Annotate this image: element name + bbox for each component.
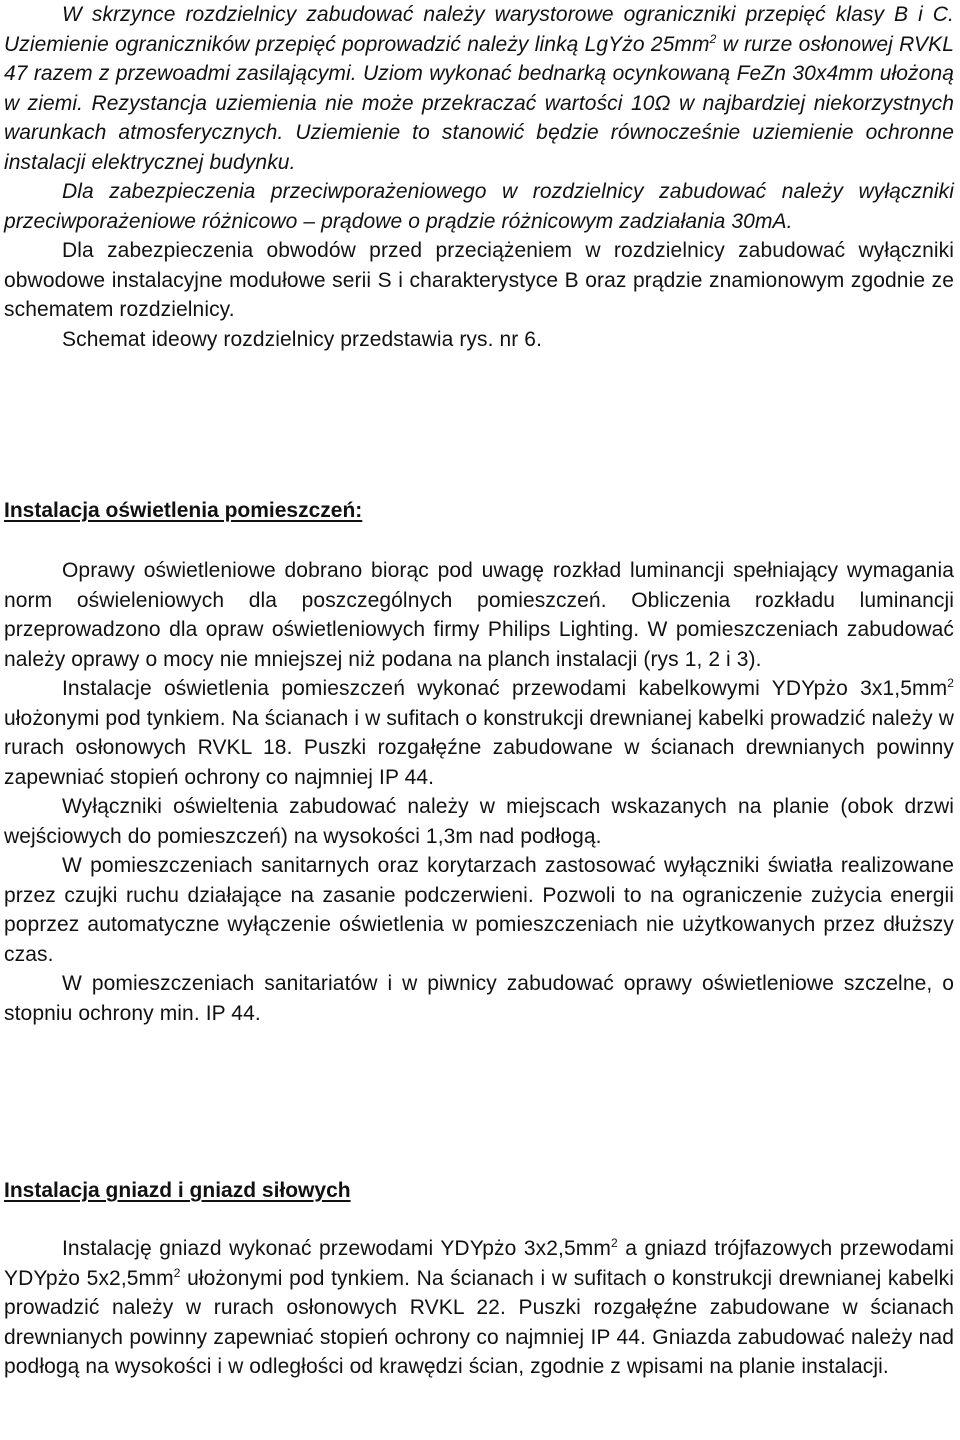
paragraph-luminaires: Oprawy oświetleniowe dobrano biorąc pod uwagę rozkład luminancji spełniający wymagania norm oświeleniowych dla poszczególnych pomieszczeń. Obliczenia rozkładu luminancji przeprowadzono dla opraw oświetleniowych firmy Philips Lighting. W pomieszczeniach zabudować należy oprawy o mocy nie mniejszej niż podana na planch instalacji (rys 1, 2 i 3). <box>4 559 954 671</box>
text-run: w rurze osłonowej RVKL 47 razem z przewoadmi zasilającymi. Uziom wykonać bednarką ocynkowaną FeZn 30x4mm ułożoną w ziemi. Rezystancja uziemienia nie może przekraczać wartości 10Ω w najbardziej niekorzystnych warunkach atmosferycznych. Uziemienie to stanowić będzie równocześnie uziemienie ochronne instalacji elektrycznej budynku. <box>4 32 954 174</box>
paragraph-rcd: Dla zabezpieczenia przeciwporażeniowego w rozdzielnicy zabudować należy wyłączniki przeciwporażeniowe różnicowo – prądowe o prądzie różnicowym zadziałania 30mA. <box>4 180 954 233</box>
text-run: Instalacje oświetlenia pomieszczeń wykonać przewodami kabelkowymi YDYpżo 3x1,5mm <box>62 677 948 700</box>
paragraph-surge-protection <box>4 0 954 177</box>
text-run: ułożonymi pod tynkiem. Na ścianach i w sufitach o konstrukcji drewnianej kabelki prowadzić należy w rurach osłonowych RVKL 18. Puszki rozgałęźne zabudowane w ścianach drewnianych powinny zapewniać stopień ochrony co najmniej IP 44. <box>4 706 954 789</box>
heading-lighting: Instalacja oświetlenia pomieszczeń: <box>4 499 363 522</box>
heading-sockets: Instalacja gniazd i gniazd siłowych <box>4 1179 351 1202</box>
paragraph-lighting-wiring <box>4 674 954 792</box>
paragraph-motion-sensors: W pomieszczeniach sanitarnych oraz korytarzach zastosować wyłączniki światła realizowane przez czujki ruchu działające na zasanie podczerwieni. Pozwoli to na ograniczenie zużycia energii poprzez automatyczne wyłączenie oświetlenia w pomieszczeniach nie użytkowanych przez dłuższy czas. <box>4 854 954 966</box>
superscript: 2 <box>709 31 717 46</box>
lighting-block <box>4 556 954 1028</box>
superscript: 2 <box>173 1265 181 1280</box>
paragraph-overload: Dla zabezpieczenia obwodów przed przeciążeniem w rozdzielnicy zabudować wyłączniki obwodowe instalacyjne modułowe serii S i charakterystyce B oraz prądzie znamionowym zgodnie ze schematem rozdzielnicy. <box>4 239 954 321</box>
text-run: W skrzynce rozdzielnicy zabudować należy warystorowe ograniczniki przepięć klasy B i C. Uziemienie ograniczników przepięć poprowadzić należy linką LgYżo 25mm <box>4 3 954 56</box>
paragraph-switches: Wyłączniki oświeltenia zabudować należy w miejscach wskazanych na planie (obok drzwi wejściowych do pomieszczeń) na wysokości 1,3m nad podłogą. <box>4 795 954 848</box>
text-run: a gniazd trójfazowych przewodami YDYpżo 5x2,5mm <box>4 1237 954 1290</box>
text-run: Instalację gniazd wykonać przewodami YDYpżo 3x2,5mm <box>62 1237 611 1260</box>
sockets-block <box>4 1234 954 1382</box>
superscript: 2 <box>610 1236 618 1250</box>
text-run: ułożonymi pod tynkiem. Na ścianach i w sufitach o konstrukcji drewnianej kabelki prowadzić należy w rurach osłonowych RVKL 22. Puszki rozgałęźne zabudowane w ścianach drewnianych powinny zapewniać stopień ochrony co najmniej IP 44. Gniazda zabudować należy nad podłogą na wysokości i w odległości od krawędzi ścian, zgodnie z wpisami na planie instalacji. <box>4 1266 954 1378</box>
paragraph-sealed-luminaires: W pomieszczeniach sanitariatów i w piwnicy zabudować oprawy oświetleniowe szczelne, o stopniu ochrony min. IP 44. <box>4 972 954 1025</box>
paragraph-sockets-wiring <box>4 1234 954 1382</box>
superscript: 2 <box>947 676 954 690</box>
italic-section <box>4 0 954 236</box>
intro-block <box>4 0 954 354</box>
paragraph-schematic: Schemat ideowy rozdzielnicy przedstawia rys. nr 6. <box>62 327 543 351</box>
